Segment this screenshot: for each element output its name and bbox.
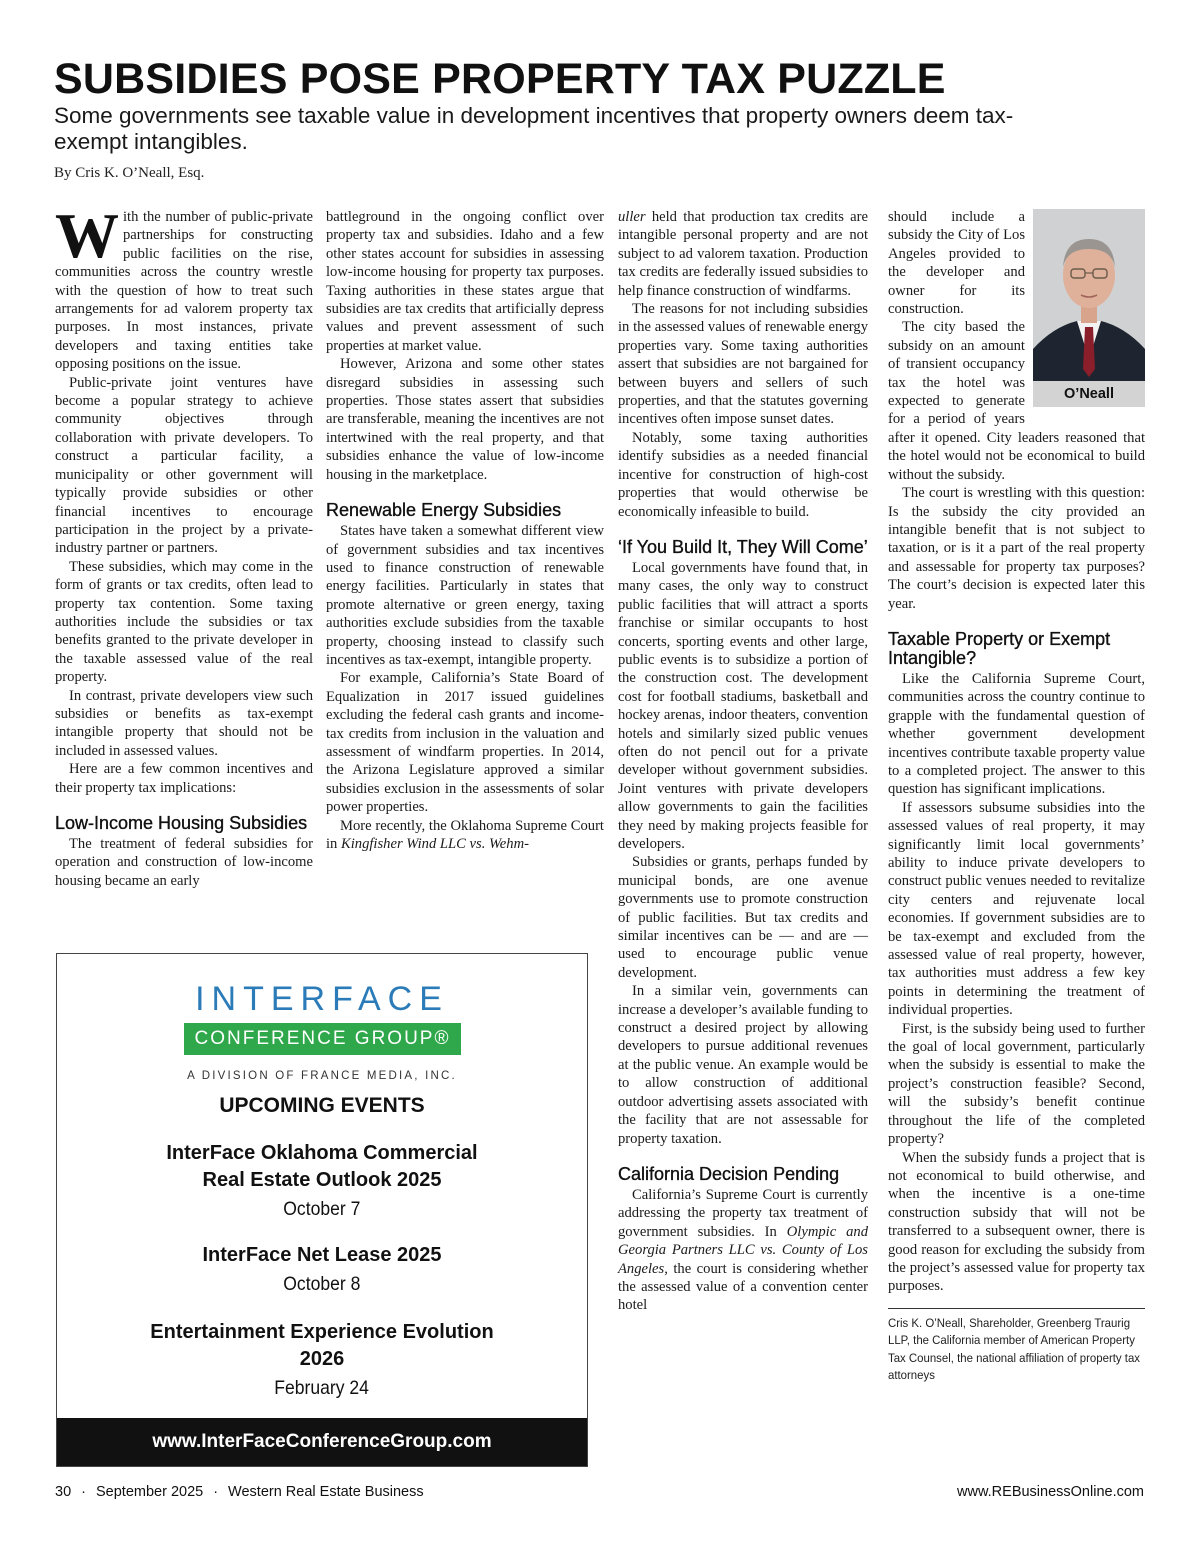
article-paragraph: Local governments have found that, in many cases, the only way to construct public facilities that will attract a sports franchise or similar occupants to host concerts, sporting events and other large, public events is to subsidize a portion of the construction cost. The development cost for football stadiums, basketball and hockey arenas, indoor theaters, convention hotels and similarly sized public venues often do not pencil out for a private developer without government subsidies. Joint ventures with private developers allow governments to gain the facilities they need by making projects feasible for developers.	[618, 559, 868, 852]
case-name: Kingfisher Wind LLC vs. Wehm-	[341, 836, 529, 852]
article-paragraph: The reasons for not including subsidies in the assessed values of renewable energy properties vary. Some taxing authorities assert that subsidies are not bargained for between buyers and sellers of such properties, and that the statutes governing incentives often impose sunset dates.	[618, 301, 868, 428]
ad-event-date: October 7	[283, 1198, 361, 1220]
article-paragraph: When the subsidy funds a project that is not economical to build otherwise, and when the incentive is a one-time construction subsidy that will not be transferred to a subsequent owner, there is good reason for excluding the subsidy from the project’s assessed value for property tax purposes.	[888, 1149, 1145, 1295]
article-column-4	[888, 208, 1145, 1385]
issue-date: September 2025	[95, 1484, 204, 1500]
ad-event-date: October 8	[283, 1273, 361, 1295]
ad-brand-subtitle: CONFERENCE GROUP®	[184, 1023, 461, 1055]
footer-separator: ·	[213, 1484, 219, 1500]
article-paragraph: The city based the subsidy on an amount of transient occupancy tax the hotel was expected to generate for a period of years after it opened. City leaders reasoned that the hotel would not be economical to build without the subsidy.	[888, 319, 1145, 483]
article-paragraph: uller held that production tax credits are intangible personal property and are not subject to ad valorem taxation. Production tax credits are federally issued subsidies to help finance construction of windfarms.	[618, 209, 868, 299]
article-paragraph: should include a subsidy the City of Los Angeles provided to the developer and owner for its construction.	[888, 209, 1025, 318]
page-number: 30	[55, 1484, 72, 1500]
article-paragraph: battleground in the ongoing conflict over property tax and subsidies. Idaho and a few other states account for subsidies in assessing low-income housing for property tax purposes. Taxing authorities in these states argue that subsidies are tax credits that artificially depress values and prevent assessment of such properties at market value.	[326, 209, 604, 354]
ad-division-text: A DIVISION OF FRANCE MEDIA, INC.	[187, 1070, 457, 1082]
article-paragraph: The court is wrestling with this question: Is the subsidy the city provided an intangible benefit that is not subject to taxation, or is it a part of the real property and assessable for property tax purposes? The court’s decision is expected later this year.	[888, 485, 1145, 612]
article-paragraph: In a similar vein, governments can increase a developer’s available funding to construct a desired project by allowing developers to pursue additional revenues at the public venue. An example would be to allow construction of additional outdoor advertising assets associated with the facility that are not assessable for property taxation.	[618, 983, 868, 1147]
case-name: Olympic and Georgia Partners LLC vs. County of Los Angeles	[618, 1223, 868, 1277]
article-paragraph: Subsidies or grants, perhaps funded by municipal bonds, are one avenue governments use to promote construction of public facilities. But tax credits and similar incentives can be — and are — used to encourage public venue development.	[618, 854, 868, 981]
article-paragraph: For example, California’s State Board of Equalization in 2017 issued guidelines excluding the federal cash grants and income-tax credits from inclusion in the valuation and assessment of windfarm properties. In 2014, the Arizona Legislature approved a similar subsidies exclusion in the assessments of solar power properties.	[326, 670, 604, 816]
article-paragraph: However, Arizona and some other states disregard subsidies in assessing such properties. Those states assert that subsidies are transferable, meaning the incentives are not intertwined with the real property, and that subsidies enhance the value of low-income housing in the marketplace.	[326, 356, 604, 483]
article-paragraph: Here are a few common incentives and their property tax implications:	[55, 761, 313, 796]
section-heading: California Decision Pending	[618, 1163, 840, 1184]
ad-event-name: 2026	[299, 1348, 345, 1370]
ad-event-name: InterFace Net Lease 2025	[202, 1244, 442, 1266]
article-column-2	[326, 208, 604, 853]
article-subhead: Some governments see taxable value in development incentives that property owners deem tax-exempt intangibles.	[54, 103, 1014, 154]
section-heading: Taxable Property or Exempt Intangible?	[888, 628, 1111, 668]
article-byline: By Cris K. O’Neall, Esq.	[54, 165, 205, 181]
article-column-3	[618, 208, 868, 1315]
article-paragraph: Public-private joint ventures have become a popular strategy to achieve community objectives through collaboration with private developers. To construct a particular facility, a municipality or other government will typically provide subsidies or other financial incentives to encourage participation in the project by a private-industry partner or partners.	[55, 374, 313, 557]
headshot-caption: O’Neall	[1033, 381, 1145, 407]
ad-event-date: February 24	[274, 1377, 370, 1399]
case-name: uller	[618, 209, 646, 225]
drop-cap: W	[55, 200, 119, 271]
ad-event-name: InterFace Oklahoma Commercial	[166, 1142, 478, 1164]
advertisement[interactable]	[56, 953, 588, 1467]
article-paragraph: In contrast, private developers view such subsidies or benefits as tax-exempt intangible property that should not be included in assessed values.	[55, 687, 313, 759]
ad-event	[97, 1319, 547, 1403]
article-paragraph: More recently, the Oklahoma Supreme Court in Kingfisher Wind LLC vs. Wehm-	[326, 817, 604, 852]
article-paragraph: Like the California Supreme Court, communities across the country continue to grapple with the fundamental question of whether government development incentives contribute taxable property value to a completed project. The answer to this question has significant implications.	[888, 670, 1145, 798]
article-paragraph: These subsidies, which may come in the form of grants or tax credits, often lead to property tax contention. Some taxing authorities include the subsidies or tax benefits granted to the private developer in the taxable assessed value of the real property.	[55, 558, 313, 686]
article-paragraph: First, is the subsidy being used to further the goal of local government, particularly when the subsidy is essential to make the project’s construction feasible? Second, will the subsidy’s benefit continue throughout the life of the completed property?	[888, 1020, 1145, 1148]
section-heading: ‘If You Build It, They Will Come’	[618, 536, 868, 557]
article-paragraph: Notably, some taxing authorities identify subsidies as a needed financial incentive for construction of high-cost properties that would otherwise be economically infeasible to build.	[618, 429, 868, 520]
article-paragraph: With the number of public-private partnerships for constructing public facilities on the rise, communities across the country wrestle with the question of how to treat such arrangements for ad valorem property tax purposes. In most instances, private developers and taxing entities take opposing positions on the issue.	[55, 200, 313, 373]
author-headshot	[1033, 209, 1145, 407]
author-bio: Cris K. O’Neall, Shareholder, Greenberg Traurig LLP, the California member of American Property Tax Counsel, the national affiliation of property tax attorneys	[888, 1315, 1140, 1383]
ad-events-title: UPCOMING EVENTS	[219, 1094, 425, 1117]
publication-name: Western Real Estate Business	[228, 1484, 424, 1500]
ad-brand-logo: INTERFACE	[195, 980, 449, 1018]
article-paragraph: California’s Supreme Court is currently addressing the property tax treatment of government subsidies. In Olympic and Georgia Partners LLC vs. County of Los Angeles, the court is considering whether the assessed value of a convention center hotel	[618, 1186, 868, 1314]
ad-event-name: Real Estate Outlook 2025	[202, 1169, 442, 1191]
article-column-1	[55, 200, 313, 890]
article-paragraph: The treatment of federal subsidies for operation and construction of low-income housing became an early	[55, 836, 313, 889]
publication-website-link[interactable]: www.REBusinessOnline.com	[957, 1484, 1144, 1500]
section-heading: Low-Income Housing Subsidies	[55, 813, 308, 833]
section-heading: Renewable Energy Subsidies	[326, 500, 562, 521]
headshot-image	[1033, 209, 1145, 381]
author-bio-divider	[888, 1308, 1145, 1309]
article-paragraph: If assessors subsume subsidies into the assessed values of real property, it may significantly limit local governments’ ability to induce private developers to construct public venues needed to revitalize city centers and rejuvenate local economies. If government subsidies are to be tax-exempt and excluded from the assessed value of real property, however, tax authorities must address a few key points in determining the treatment of individual properties.	[888, 799, 1145, 1019]
ad-event	[97, 1242, 547, 1299]
ad-event-name: Entertainment Experience Evolution	[150, 1321, 494, 1343]
ad-url-link[interactable]: www.InterFaceConferenceGroup.com	[57, 1418, 587, 1466]
footer-separator: ·	[81, 1484, 86, 1500]
article-paragraph: States have taken a somewhat different view of government subsidies and tax incentives used to finance construction of renewable energy facilities. Particularly in states that promote alternative or green energy, taxing authorities exclude subsidies from the taxable property, choosing instead to classify such incentives as tax-exempt, intangible property.	[326, 523, 604, 668]
article-headline: SUBSIDIES POSE PROPERTY TAX PUZZLE	[54, 55, 946, 103]
page-footer-left	[55, 1484, 424, 1500]
ad-event	[97, 1140, 547, 1224]
